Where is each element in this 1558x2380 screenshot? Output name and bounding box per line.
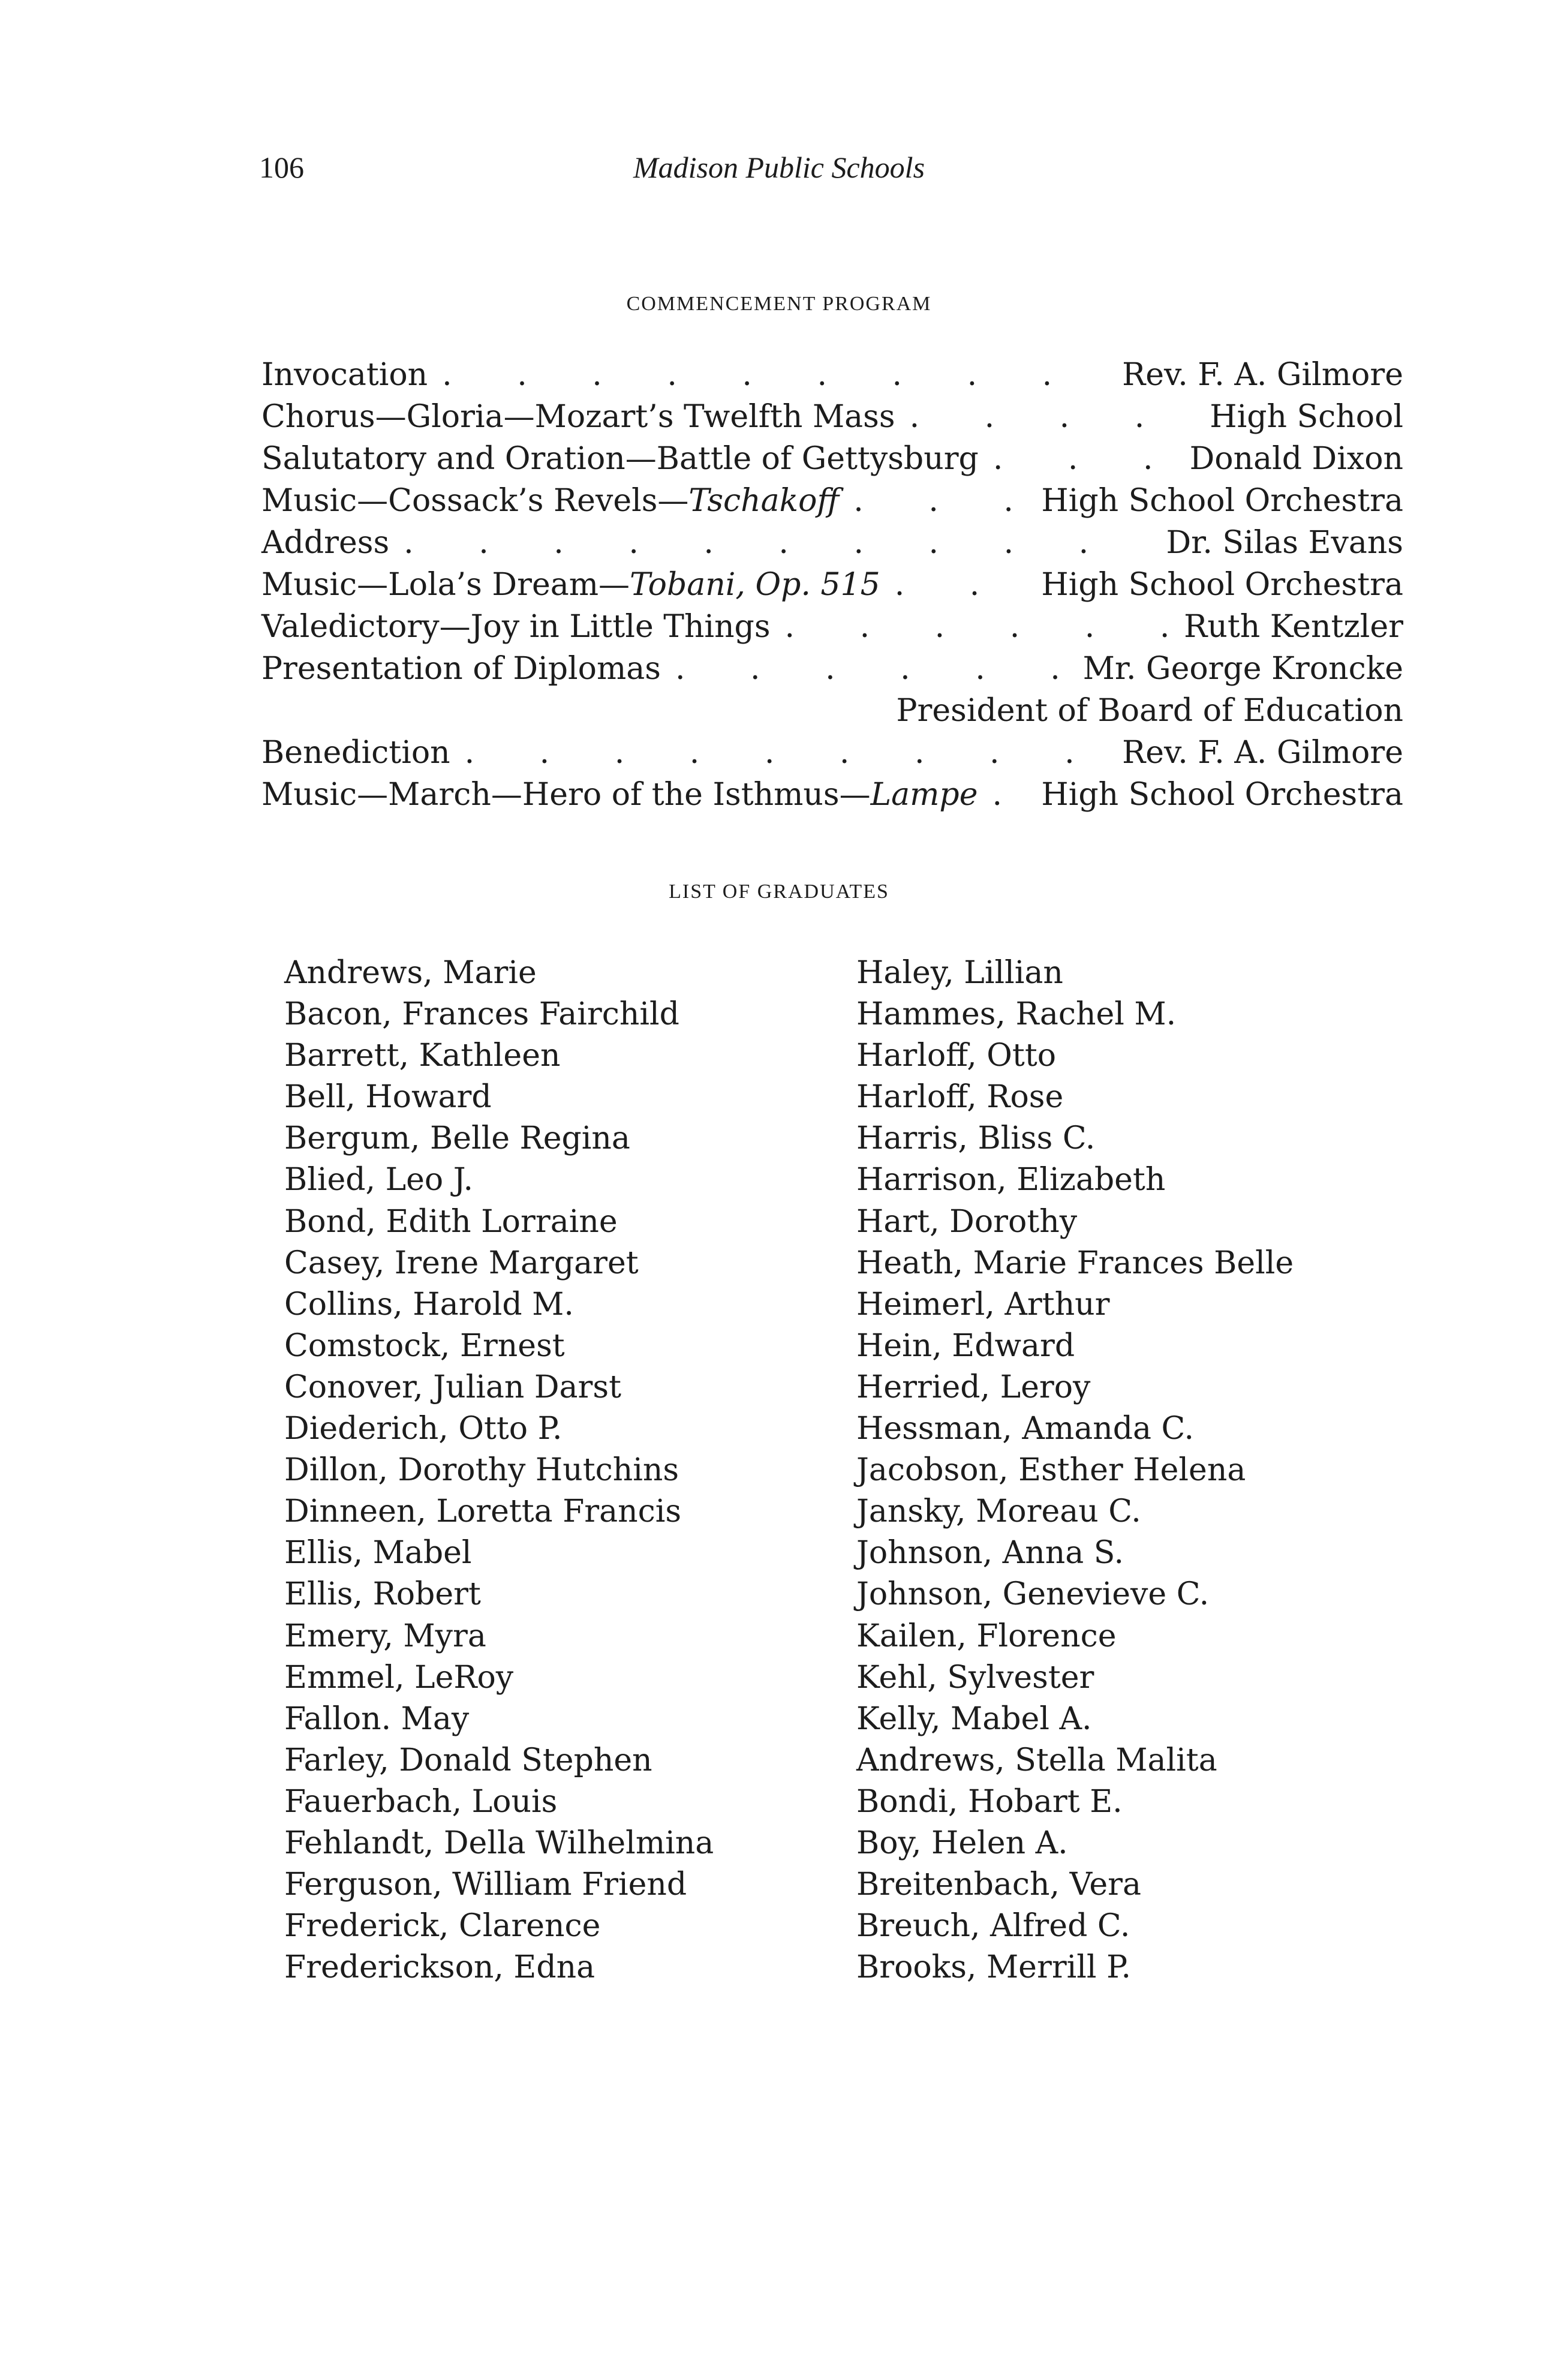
graduate-name: Johnson, Genevieve C. xyxy=(856,1576,1210,1613)
graduate-name: Bondi, Hobart E. xyxy=(856,1783,1123,1820)
graduate-name: Emmel, LeRoy xyxy=(284,1659,514,1696)
dot-leader xyxy=(895,564,1027,606)
graduate-name: Collins, Harold M. xyxy=(284,1286,574,1323)
dot-leader xyxy=(853,480,1027,522)
graduate-name: Bergum, Belle Regina xyxy=(284,1120,630,1157)
program-item-title xyxy=(261,774,977,816)
program-item-title-part: Music—Cossack’s Revels— xyxy=(261,483,689,519)
graduate-name: Andrews, Stella Malita xyxy=(856,1742,1217,1778)
dot-leader xyxy=(442,354,1108,396)
program-item-title-part: Tschakoff xyxy=(688,483,840,519)
program-item-title xyxy=(261,522,389,564)
program-item-performer: High School Orchestra xyxy=(1041,777,1403,813)
graduate-name: Bond, Edith Lorraine xyxy=(284,1203,618,1240)
graduate-name: Breitenbach, Vera xyxy=(856,1867,1142,1903)
graduates-right-column xyxy=(856,952,1294,1988)
graduate-name: Herried, Leroy xyxy=(856,1369,1091,1405)
program-item-performer: High School Orchestra xyxy=(1041,483,1403,519)
graduate-name: Hammes, Rachel M. xyxy=(856,996,1177,1033)
graduate-name: Heimerl, Arthur xyxy=(856,1286,1110,1323)
program-item-performer: Rev. F. A. Gilmore xyxy=(1122,357,1403,393)
graduate-name: Harloff, Rose xyxy=(856,1079,1064,1116)
program-item-performer: High School xyxy=(1210,399,1403,435)
graduate-name: Kehl, Sylvester xyxy=(856,1659,1094,1696)
graduates-left-column xyxy=(284,952,714,1988)
graduate-name: Blied, Leo J. xyxy=(284,1162,474,1198)
graduate-name: Jacobson, Esther Helena xyxy=(856,1452,1246,1489)
program-item-title-part: Valedictory—Joy in Little Things xyxy=(261,609,771,645)
program-item-title xyxy=(261,396,895,438)
program-item-title-part: Tobani, Op. 515 xyxy=(630,567,880,603)
graduate-name: Kelly, Mabel A. xyxy=(856,1700,1092,1737)
dot-leader xyxy=(404,522,1151,564)
program-subline xyxy=(261,690,1403,732)
graduate-name: Johnson, Anna S. xyxy=(856,1535,1124,1571)
graduate-name: Kailen, Florence xyxy=(856,1618,1117,1654)
graduate-name: Hart, Dorothy xyxy=(856,1203,1078,1240)
program-item-title-part: Salutatory and Oration—Battle of Gettysburg xyxy=(261,441,979,477)
graduate-name: Fehlandt, Della Wilhelmina xyxy=(284,1825,714,1861)
dot-leader xyxy=(910,396,1196,438)
program-item-title-part: Lampe xyxy=(870,777,978,813)
page-number: 106 xyxy=(259,151,304,184)
program-item xyxy=(261,732,1403,774)
program-item-title-part: Music—March—Hero of the Isthmus— xyxy=(261,777,871,813)
program-item xyxy=(261,480,1403,522)
dot-leader xyxy=(675,648,1069,690)
graduate-name: Diederich, Otto P. xyxy=(284,1411,563,1447)
graduate-name: Jansky, Moreau C. xyxy=(856,1493,1141,1530)
page-header xyxy=(0,150,1558,198)
dot-leader xyxy=(993,438,1175,480)
graduate-name: Ellis, Robert xyxy=(284,1576,481,1613)
graduate-name: Harloff, Otto xyxy=(856,1038,1057,1074)
program-item-title xyxy=(261,606,771,648)
program-item-performer: High School Orchestra xyxy=(1041,567,1403,603)
program-item-performer: Rev. F. A. Gilmore xyxy=(1122,735,1403,771)
graduate-name: Bell, Howard xyxy=(284,1079,492,1116)
graduate-name: Barrett, Kathleen xyxy=(284,1038,561,1074)
program-item xyxy=(261,396,1403,438)
graduate-name: Dillon, Dorothy Hutchins xyxy=(284,1452,679,1489)
graduate-name: Heath, Marie Frances Belle xyxy=(856,1245,1294,1281)
dot-leader xyxy=(785,606,1170,648)
graduate-name: Frederickson, Edna xyxy=(284,1949,595,1986)
graduate-name: Hein, Edward xyxy=(856,1327,1075,1364)
graduate-name: Bacon, Frances Fairchild xyxy=(284,996,679,1033)
graduate-name: Farley, Donald Stephen xyxy=(284,1742,652,1778)
program-item-title-part: Chorus—Gloria—Mozart’s Twelfth Mass xyxy=(261,399,895,435)
program-item-title xyxy=(261,564,880,606)
graduates-title: LIST OF GRADUATES xyxy=(669,881,889,903)
program-item-title xyxy=(261,648,661,690)
graduate-name: Emery, Myra xyxy=(284,1618,486,1654)
program-item-title xyxy=(261,354,428,396)
graduate-name: Brooks, Merrill P. xyxy=(856,1949,1132,1986)
graduate-name: Comstock, Ernest xyxy=(284,1327,565,1364)
program-item xyxy=(261,522,1403,564)
program-item-performer: Ruth Kentzler xyxy=(1184,609,1403,645)
program-item xyxy=(261,648,1403,690)
graduate-name: Ellis, Mabel xyxy=(284,1535,472,1571)
graduate-name: Hessman, Amanda C. xyxy=(856,1411,1194,1447)
graduate-name: Andrews, Marie xyxy=(284,955,537,991)
program-item-performer: Mr. George Kroncke xyxy=(1082,651,1403,687)
program-item-title-part: Music—Lola’s Dream— xyxy=(261,567,630,603)
graduate-name: Breuch, Alfred C. xyxy=(856,1908,1130,1945)
program-item-title-part: Address xyxy=(261,525,390,561)
graduate-name: Dinneen, Loretta Francis xyxy=(284,1493,682,1530)
graduate-name: Frederick, Clarence xyxy=(284,1908,601,1945)
program-performer-note: President of Board of Education xyxy=(896,693,1403,729)
program-title: COMMENCEMENT PROGRAM xyxy=(626,293,932,315)
dot-leader xyxy=(992,774,1027,816)
program-item-title xyxy=(261,732,450,774)
commencement-program xyxy=(261,354,1403,816)
graduate-name: Conover, Julian Darst xyxy=(284,1369,621,1405)
graduate-name: Casey, Irene Margaret xyxy=(284,1245,639,1281)
program-item-title xyxy=(261,480,839,522)
program-item-title xyxy=(261,438,979,480)
graduate-name: Haley, Lillian xyxy=(856,955,1063,991)
program-item-performer: Donald Dixon xyxy=(1189,441,1403,477)
graduate-name: Ferguson, William Friend xyxy=(284,1867,687,1903)
program-item xyxy=(261,774,1403,816)
graduate-name: Harrison, Elizabeth xyxy=(856,1162,1166,1198)
program-item-title-part: Presentation of Diplomas xyxy=(261,651,661,687)
program-item xyxy=(261,564,1403,606)
graduate-name: Fauerbach, Louis xyxy=(284,1783,558,1820)
graduate-name: Boy, Helen A. xyxy=(856,1825,1068,1861)
program-item xyxy=(261,354,1403,396)
program-item-title-part: Invocation xyxy=(261,357,428,393)
program-item xyxy=(261,438,1403,480)
graduate-name: Harris, Bliss C. xyxy=(856,1120,1096,1157)
running-head: Madison Public Schools xyxy=(633,151,925,184)
program-item xyxy=(261,606,1403,648)
graduate-name: Fallon. May xyxy=(284,1700,470,1737)
program-item-performer: Dr. Silas Evans xyxy=(1166,525,1403,561)
program-item-title-part: Benediction xyxy=(261,735,450,771)
dot-leader xyxy=(465,732,1108,774)
